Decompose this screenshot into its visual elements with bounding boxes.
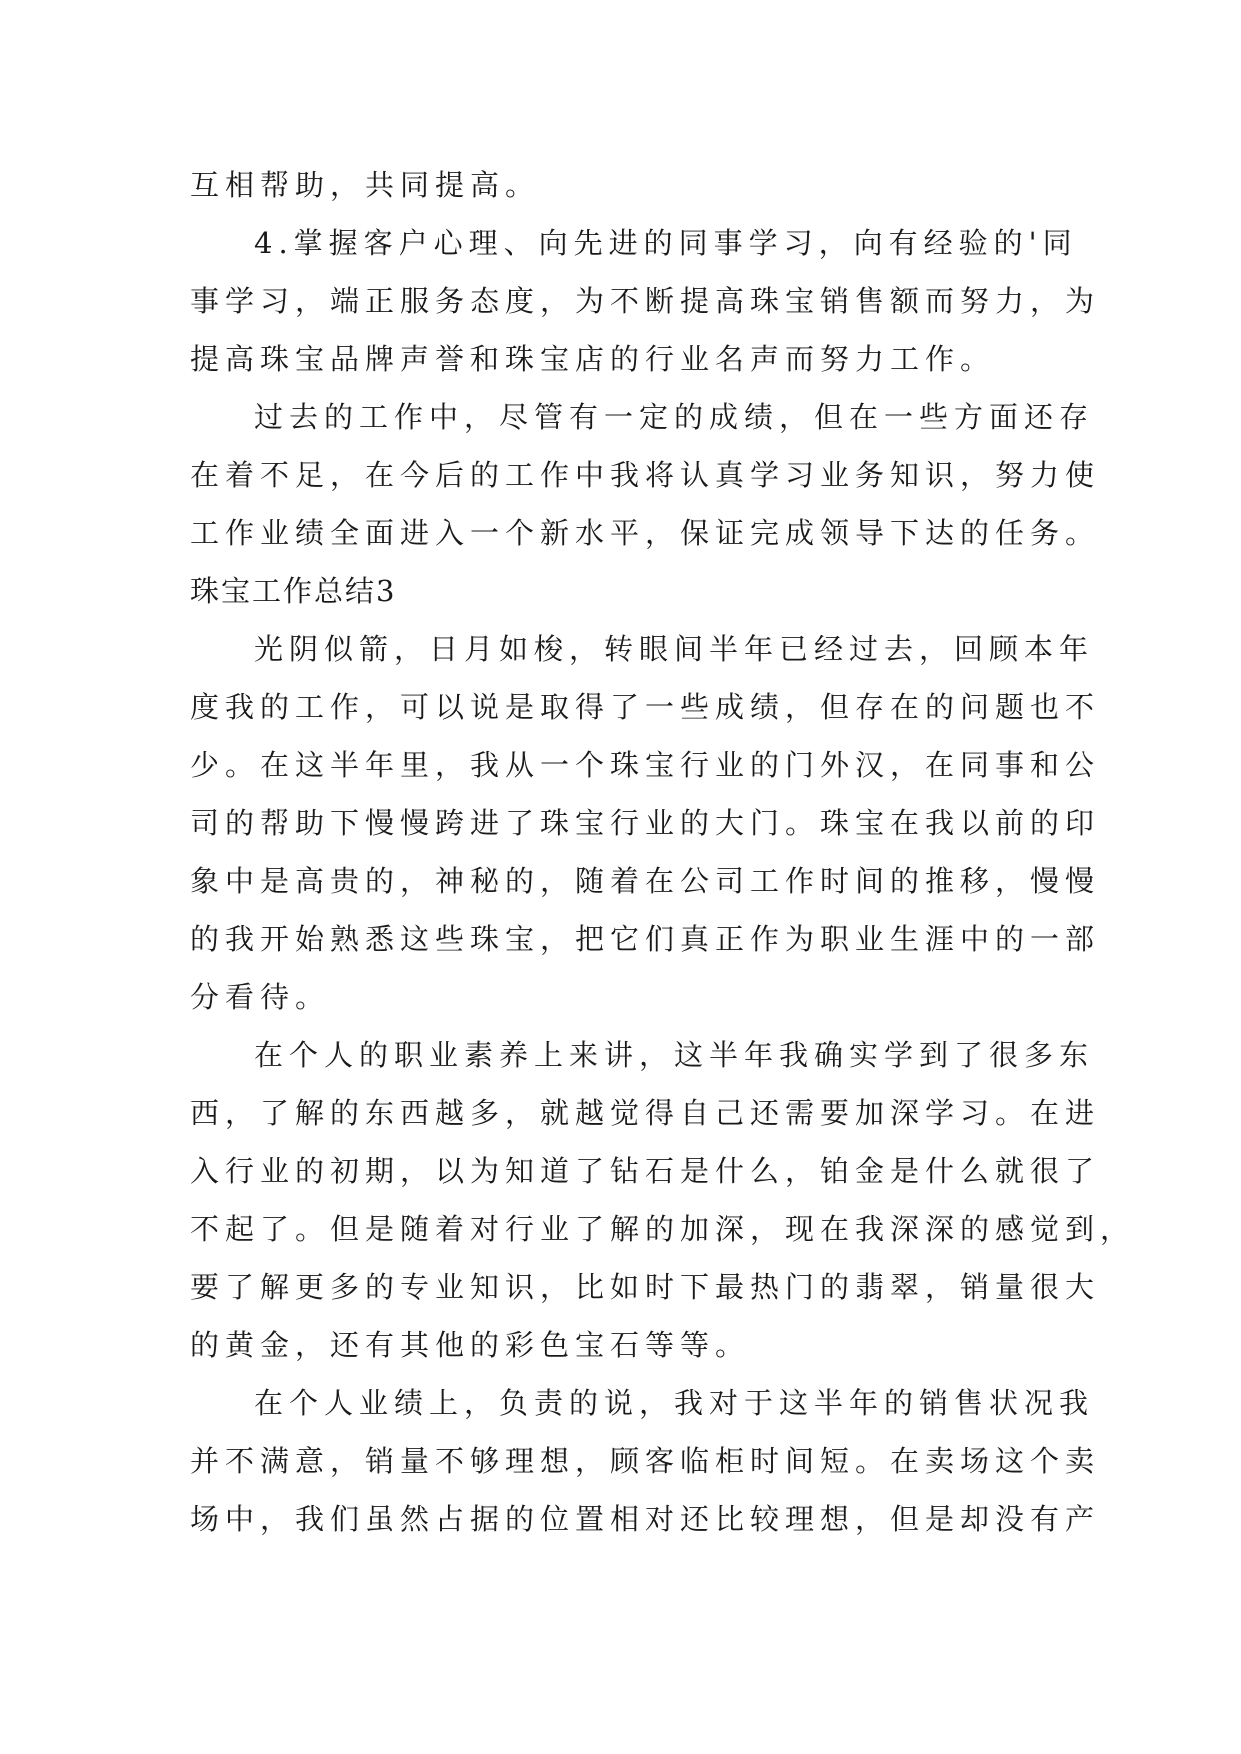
text-line: 场中，我们虽然占据的位置相对还比较理想，但是却没有产	[190, 1502, 1101, 1536]
text-line: 工作业绩全面进入一个新水平，保证完成领导下达的任务。	[190, 516, 1101, 550]
text-line: 的黄金，还有其他的彩色宝石等等。	[190, 1328, 751, 1362]
text-line: 西，了解的东西越多，就越觉得自己还需要加深学习。在进	[190, 1096, 1101, 1130]
text-line: 在个人的职业素养上来讲，这半年我确实学到了很多东	[254, 1038, 1095, 1072]
text-line: 在个人业绩上，负责的说，我对于这半年的销售状况我	[254, 1386, 1095, 1420]
text-line: 少。在这半年里，我从一个珠宝行业的门外汉，在同事和公	[190, 748, 1101, 782]
text-line: 事学习，端正服务态度，为不断提高珠宝销售额而努力，为	[190, 284, 1101, 318]
text-line: 并不满意，销量不够理想，顾客临柜时间短。在卖场这个卖	[190, 1444, 1101, 1478]
text-line: 分看待。	[190, 980, 331, 1014]
text-line: 提高珠宝品牌声誉和珠宝店的行业名声而努力工作。	[190, 342, 996, 376]
text-line: 不起了。但是随着对行业了解的加深，现在我深深的感觉到，	[190, 1212, 1136, 1246]
text-line: 象中是高贵的，神秘的，随着在公司工作时间的推移，慢慢	[190, 864, 1101, 898]
text-line: 在着不足，在今后的工作中我将认真学习业务知识，努力使	[190, 458, 1101, 492]
text-line: 要了解更多的专业知识，比如时下最热门的翡翠，销量很大	[190, 1270, 1101, 1304]
document-body	[190, 156, 1136, 1548]
text-line: 度我的工作，可以说是取得了一些成绩，但存在的问题也不	[190, 690, 1101, 724]
text-line: 司的帮助下慢慢跨进了珠宝行业的大门。珠宝在我以前的印	[190, 806, 1101, 840]
text-line: 光阴似箭，日月如梭，转眼间半年已经过去，回顾本年	[254, 632, 1095, 666]
text-line: 4.掌握客户心理、向先进的同事学习，向有经验的'同	[254, 226, 1078, 260]
section-heading: 珠宝工作总结3	[190, 574, 397, 608]
text-line: 互相帮助，共同提高。	[190, 168, 541, 202]
text-line: 入行业的初期，以为知道了钻石是什么，铂金是什么就很了	[190, 1154, 1101, 1188]
text-line: 过去的工作中，尽管有一定的成绩，但在一些方面还存	[254, 400, 1095, 434]
text-line: 的我开始熟悉这些珠宝，把它们真正作为职业生涯中的一部	[190, 922, 1101, 956]
